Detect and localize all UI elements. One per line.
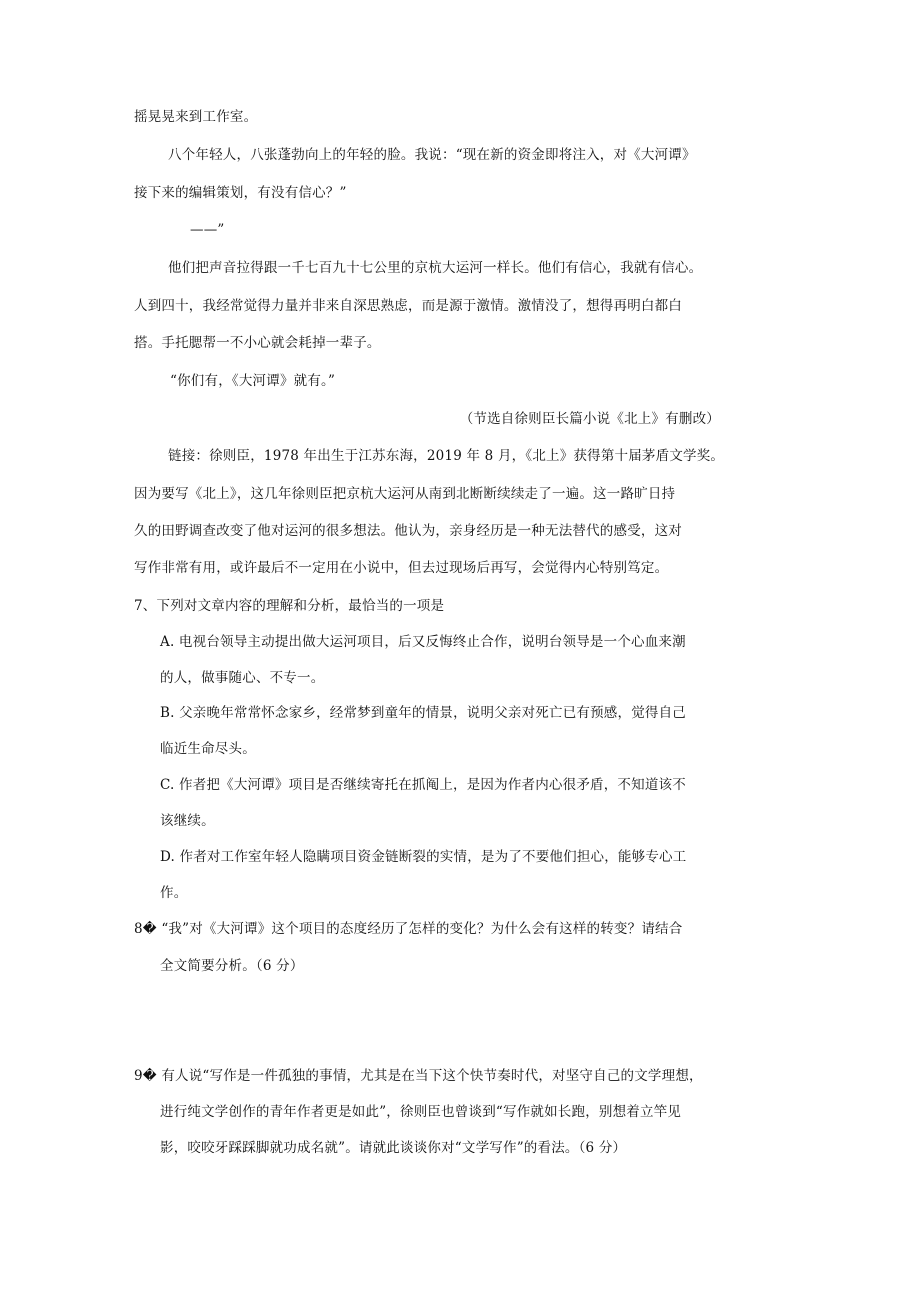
story-line-5: 他们把声音拉得跟一千七百九十七公里的京杭大运河一样长。他们有信心，我就有信心。 <box>168 260 703 276</box>
question-7-option-b: B. 父亲晚年常常怀念家乡，经常梦到童年的情景，说明父亲对死亡已有预感，觉得自己 <box>160 705 687 721</box>
question-7-stem: 7、下列对文章内容的理解和分析，最恰当的一项是 <box>134 598 445 614</box>
question-9-line-1: 9� 有人说“写作是一件孤独的事情，尤其是在当下这个快节奏时代，对坚守自己的文学理想， <box>134 1068 703 1084</box>
story-line-6: 人到四十，我经常觉得力量并非来自深思熟虑，而是源于激情。激情没了，想得再明白都白 <box>134 298 682 314</box>
story-line-4: ——” <box>190 222 225 238</box>
link-line-4: 写作非常有用，或许最后不一定用在小说中，但去过现场后再写，会觉得内心特别笃定。 <box>134 560 669 576</box>
question-8-line-1: 8� “我”对《大河谭》这个项目的态度经历了怎样的变化？为什么会有这样的转变？请结合 <box>134 921 683 937</box>
story-line-7: 搭。手托腮帮一不小心就会耗掉一辈子。 <box>134 335 381 351</box>
story-line-1: 摇晃晃来到工作室。 <box>134 109 258 125</box>
question-9-line-2: 进行纯文学创作的青年作者更是如此”，徐则臣也曾谈到“写作就如长跑，别想着立竿见 <box>160 1104 682 1120</box>
link-line-3: 久的田野调查改变了他对运河的很多想法。他认为，亲身经历是一种无法替代的感受，这对 <box>134 523 682 539</box>
source-citation: （节选自徐则臣长篇小说《北上》有删改） <box>459 411 720 427</box>
story-line-2: 八个年轻人，八张蓬勃向上的年轻的脸。我说：“现在新的资金即将注入，对《大河谭》 <box>168 147 696 163</box>
question-8-line-2: 全文简要分析。（6 分） <box>160 958 304 974</box>
story-line-8: “你们有，《大河谭》就有。” <box>170 373 336 389</box>
question-7-option-d: D. 作者对工作室年轻人隐瞒项目资金链断裂的实情，是为了不要他们担心，能够专心工 <box>160 849 687 865</box>
link-line-1: 链接：徐则臣，1978 年出生于江苏东海，2019 年 8 月，《北上》获得第十届茅盾文学奖。 <box>168 448 725 464</box>
question-9-line-3: 影，咬咬牙踩踩脚就功成名就”。请就此谈谈你对“文学写作”的看法。（6 分） <box>160 1140 627 1156</box>
link-line-2: 因为要写《北上》，这几年徐则臣把京杭大运河从南到北断断续续走了一遍。这一路旷日持 <box>134 486 676 502</box>
question-7-option-c: C. 作者把《大河谭》项目是否继续寄托在抓阄上，是因为作者内心很矛盾，不知道该不 <box>160 777 686 793</box>
question-7-option-c-cont: 该继续。 <box>160 813 215 829</box>
question-7-option-a: A. 电视台领导主动提出做大运河项目，后又反悔终止合作，说明台领导是一个心血来潮 <box>160 634 686 650</box>
question-7-option-d-cont: 作。 <box>160 885 188 901</box>
question-7-option-a-cont: 的人，做事随心、不专一。 <box>160 670 325 686</box>
question-7-option-b-cont: 临近生命尽头。 <box>160 741 256 757</box>
story-line-3: 接下来的编辑策划，有没有信心？” <box>134 185 347 201</box>
